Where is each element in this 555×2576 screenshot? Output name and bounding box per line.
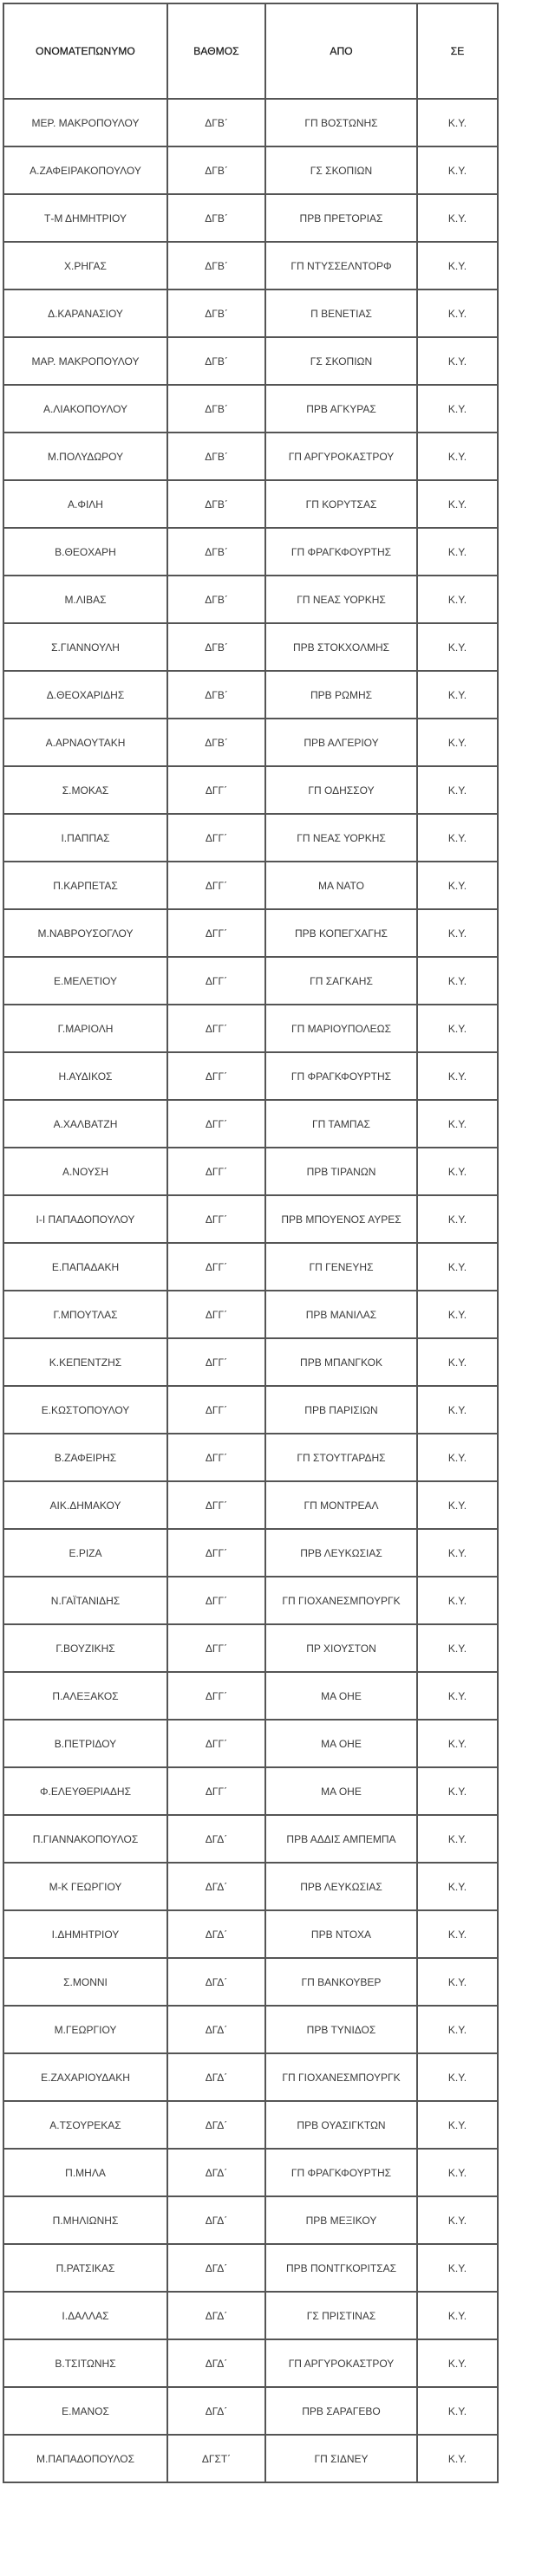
cell-grade: ΔΓΓ΄ [167,1386,265,1434]
cell-from: ΠΡΒ ΣΑΡΑΓΕΒΟ [265,2387,417,2435]
cell-grade: ΔΓΓ΄ [167,1052,265,1100]
table-row [3,1910,498,1958]
cell-name: Γ.ΒΟΥΖΙΚΗΣ [3,1624,167,1672]
cell-from: ΜΑ ΟΗΕ [265,1672,417,1720]
cell-name: Σ.ΜΟΚΑΣ [3,766,167,814]
cell-name: Α.ΦΙΛΗ [3,480,167,528]
cell-grade: ΔΓΓ΄ [167,862,265,909]
cell-grade: ΔΓΓ΄ [167,1338,265,1386]
cell-to: Κ.Υ. [417,2435,498,2482]
cell-grade: ΔΓΒ΄ [167,337,265,385]
table-row [3,99,498,146]
cell-to: Κ.Υ. [417,2387,498,2435]
table-row [3,1481,498,1529]
cell-grade: ΔΓΓ΄ [167,1624,265,1672]
cell-from: ΠΡΒ ΑΔΔΙΣ ΑΜΠΕΜΠΑ [265,1815,417,1863]
cell-name: Β.ΖΑΦΕΙΡΗΣ [3,1434,167,1481]
cell-to: Κ.Υ. [417,1481,498,1529]
cell-name: Φ.ΕΛΕΥΘΕΡΙΑΔΗΣ [3,1767,167,1815]
cell-to: Κ.Υ. [417,2244,498,2292]
table-row [3,1100,498,1148]
cell-grade: ΔΓΒ΄ [167,194,265,242]
cell-name: ΜΕΡ. ΜΑΚΡΟΠΟΥΛΟΥ [3,99,167,146]
cell-to: Κ.Υ. [417,146,498,194]
cell-name: Β.ΘΕΟΧΑΡΗ [3,528,167,576]
header-row [3,3,498,99]
cell-from: ΓΠ ΣΑΓΚΑΗΣ [265,957,417,1005]
cell-name: Ν.ΓΑΪΤΑΝΙΔΗΣ [3,1577,167,1624]
cell-grade: ΔΓΔ΄ [167,1910,265,1958]
cell-grade: ΔΓΣΤ΄ [167,2435,265,2482]
table-body [3,99,498,2482]
cell-name: Ι.ΠΑΠΠΑΣ [3,814,167,862]
cell-name: Χ.ΡΗΓΑΣ [3,242,167,289]
cell-from: ΠΡΒ ΜΠΟΥΕΝΟΣ ΑΥΡΕΣ [265,1195,417,1243]
table-row [3,2339,498,2387]
cell-from: ΜΑ ΟΗΕ [265,1767,417,1815]
cell-grade: ΔΓΔ΄ [167,1958,265,2006]
cell-to: Κ.Υ. [417,1672,498,1720]
cell-to: Κ.Υ. [417,814,498,862]
cell-name: Ε.ΜΑΝΟΣ [3,2387,167,2435]
cell-grade: ΔΓΓ΄ [167,1100,265,1148]
cell-name: Α.ΑΡΝΑΟΥΤΑΚΗ [3,719,167,766]
cell-grade: ΔΓΓ΄ [167,1195,265,1243]
cell-grade: ΔΓΓ΄ [167,1434,265,1481]
table-row [3,528,498,576]
table-row [3,1672,498,1720]
cell-grade: ΔΓΒ΄ [167,528,265,576]
cell-from: ΠΡΒ ΣΤΟΚΧΟΛΜΗΣ [265,623,417,671]
cell-to: Κ.Υ. [417,1291,498,1338]
cell-to: Κ.Υ. [417,1243,498,1291]
table-header [3,3,498,99]
table-row [3,1148,498,1195]
table-row [3,1863,498,1910]
cell-from: ΓΠ ΦΡΑΓΚΦΟΥΡΤΗΣ [265,1052,417,1100]
table-row [3,2006,498,2053]
cell-grade: ΔΓΔ΄ [167,2149,265,2196]
cell-from: ΠΡΒ ΟΥΑΣΙΓΚΤΩΝ [265,2101,417,2149]
cell-to: Κ.Υ. [417,671,498,719]
cell-to: Κ.Υ. [417,289,498,337]
cell-from: ΓΠ ΟΔΗΣΣΟΥ [265,766,417,814]
cell-from: Π ΒΕΝΕΤΙΑΣ [265,289,417,337]
cell-grade: ΔΓΓ΄ [167,1243,265,1291]
cell-grade: ΔΓΔ΄ [167,2292,265,2339]
cell-name: Β.ΠΕΤΡΙΔΟΥ [3,1720,167,1767]
table-row [3,1434,498,1481]
table-row [3,2387,498,2435]
cell-from: ΠΡΒ ΛΕΥΚΩΣΙΑΣ [265,1529,417,1577]
cell-from: ΠΡΒ ΜΑΝΙΛΑΣ [265,1291,417,1338]
cell-grade: ΔΓΔ΄ [167,1863,265,1910]
cell-to: Κ.Υ. [417,2053,498,2101]
table-row [3,1720,498,1767]
cell-from: ΠΡΒ ΤΙΡΑΝΩΝ [265,1148,417,1195]
cell-to: Κ.Υ. [417,480,498,528]
cell-to: Κ.Υ. [417,1052,498,1100]
cell-from: ΓΠ ΑΡΓΥΡΟΚΑΣΤΡΟΥ [265,433,417,480]
cell-to: Κ.Υ. [417,909,498,957]
cell-grade: ΔΓΔ΄ [167,2339,265,2387]
cell-to: Κ.Υ. [417,1910,498,1958]
cell-to: Κ.Υ. [417,623,498,671]
cell-name: Β.ΤΣΙΤΩΝΗΣ [3,2339,167,2387]
cell-from: ΠΡΒ ΠΟΝΤΓΚΟΡΙΤΣΑΣ [265,2244,417,2292]
table-row [3,146,498,194]
cell-name: Μ.ΛΙΒΑΣ [3,576,167,623]
cell-grade: ΔΓΓ΄ [167,766,265,814]
table-row [3,194,498,242]
cell-name: Π.ΜΗΛΑ [3,2149,167,2196]
cell-from: ΓΠ ΓΕΝΕΥΗΣ [265,1243,417,1291]
cell-to: Κ.Υ. [417,2149,498,2196]
cell-grade: ΔΓΔ΄ [167,2006,265,2053]
cell-name: Σ.ΜΟΝΝΙ [3,1958,167,2006]
cell-grade: ΔΓΒ΄ [167,99,265,146]
table-row [3,671,498,719]
cell-name: Γ.ΜΠΟΥΤΛΑΣ [3,1291,167,1338]
table-row [3,1195,498,1243]
table-row [3,433,498,480]
cell-grade: ΔΓΔ΄ [167,2387,265,2435]
cell-grade: ΔΓΒ΄ [167,146,265,194]
cell-to: Κ.Υ. [417,528,498,576]
cell-name: Ι.ΔΑΛΛΑΣ [3,2292,167,2339]
cell-to: Κ.Υ. [417,1624,498,1672]
cell-to: Κ.Υ. [417,2339,498,2387]
cell-name: Α.ΝΟΥΣΗ [3,1148,167,1195]
cell-grade: ΔΓΓ΄ [167,957,265,1005]
table-row [3,1958,498,2006]
cell-from: ΓΠ ΝΕΑΣ ΥΟΡΚΗΣ [265,576,417,623]
table-row [3,2244,498,2292]
cell-name: Μ-Κ ΓΕΩΡΓΙΟΥ [3,1863,167,1910]
cell-from: ΓΠ ΦΡΑΓΚΦΟΥΡΤΗΣ [265,528,417,576]
cell-to: Κ.Υ. [417,2292,498,2339]
cell-to: Κ.Υ. [417,1195,498,1243]
cell-grade: ΔΓΒ΄ [167,671,265,719]
cell-from: ΠΡΒ ΑΛΓΕΡΙΟΥ [265,719,417,766]
cell-to: Κ.Υ. [417,337,498,385]
cell-name: Σ.ΓΙΑΝΝΟΥΛΗ [3,623,167,671]
cell-to: Κ.Υ. [417,1529,498,1577]
cell-name: Μ.ΓΕΩΡΓΙΟΥ [3,2006,167,2053]
cell-from: ΓΣ ΣΚΟΠΙΩΝ [265,337,417,385]
cell-grade: ΔΓΓ΄ [167,1481,265,1529]
cell-from: ΓΠ ΚΟΡΥΤΣΑΣ [265,480,417,528]
transfer-table [3,3,499,2483]
cell-from: ΓΠ ΜΟΝΤΡΕΑΛ [265,1481,417,1529]
cell-name: Α.ΖΑΦΕΙΡΑΚΟΠΟΥΛΟΥ [3,146,167,194]
cell-from: ΓΣ ΠΡΙΣΤΙΝΑΣ [265,2292,417,2339]
cell-grade: ΔΓΒ΄ [167,289,265,337]
table-row [3,814,498,862]
cell-grade: ΔΓΓ΄ [167,1672,265,1720]
cell-grade: ΔΓΔ΄ [167,2196,265,2244]
cell-name: Γ.ΜΑΡΙΟΛΗ [3,1005,167,1052]
cell-name: Ι.ΔΗΜΗΤΡΙΟΥ [3,1910,167,1958]
cell-grade: ΔΓΓ΄ [167,1291,265,1338]
cell-from: ΓΠ ΒΟΣΤΩΝΗΣ [265,99,417,146]
table-row [3,337,498,385]
cell-from: ΓΠ ΑΡΓΥΡΟΚΑΣΤΡΟΥ [265,2339,417,2387]
cell-to: Κ.Υ. [417,766,498,814]
cell-to: Κ.Υ. [417,1577,498,1624]
cell-name: Ε.ΜΕΛΕΤΙΟΥ [3,957,167,1005]
table-row [3,1243,498,1291]
cell-to: Κ.Υ. [417,1720,498,1767]
cell-to: Κ.Υ. [417,1386,498,1434]
table-row [3,1577,498,1624]
cell-grade: ΔΓΒ΄ [167,433,265,480]
transfer-table-container [3,3,499,2483]
cell-name: Ε.ΖΑΧΑΡΙΟΥΔΑΚΗ [3,2053,167,2101]
cell-name: ΜΑΡ. ΜΑΚΡΟΠΟΥΛΟΥ [3,337,167,385]
table-row [3,576,498,623]
cell-name: Π.ΑΛΕΞΑΚΟΣ [3,1672,167,1720]
cell-name: Π.ΚΑΡΠΕΤΑΣ [3,862,167,909]
cell-from: ΓΠ ΓΙΟΧΑΝΕΣΜΠΟΥΡΓΚ [265,2053,417,2101]
cell-name: Ε.ΠΑΠΑΔΑΚΗ [3,1243,167,1291]
cell-name: Π.ΡΑΤΣΙΚΑΣ [3,2244,167,2292]
cell-to: Κ.Υ. [417,1005,498,1052]
table-row [3,1767,498,1815]
cell-to: Κ.Υ. [417,862,498,909]
cell-name: Μ.ΠΟΛΥΔΩΡΟΥ [3,433,167,480]
table-row [3,1386,498,1434]
cell-grade: ΔΓΓ΄ [167,814,265,862]
table-row [3,1291,498,1338]
cell-to: Κ.Υ. [417,2006,498,2053]
cell-grade: ΔΓΒ΄ [167,385,265,433]
cell-from: ΓΠ ΣΙΔΝΕΥ [265,2435,417,2482]
cell-from: ΠΡΒ ΛΕΥΚΩΣΙΑΣ [265,1863,417,1910]
cell-grade: ΔΓΓ΄ [167,1529,265,1577]
table-row [3,2053,498,2101]
cell-from: ΓΠ ΒΑΝΚΟΥΒΕΡ [265,1958,417,2006]
cell-name: Μ.ΝΑΒΡΟΥΣΟΓΛΟΥ [3,909,167,957]
cell-to: Κ.Υ. [417,99,498,146]
cell-name: Π.ΓΙΑΝΝΑΚΟΠΟΥΛΟΣ [3,1815,167,1863]
cell-from: ΓΠ ΝΕΑΣ ΥΟΡΚΗΣ [265,814,417,862]
cell-to: Κ.Υ. [417,576,498,623]
table-row [3,1052,498,1100]
cell-from: ΓΠ ΦΡΑΓΚΦΟΥΡΤΗΣ [265,2149,417,2196]
cell-from: ΠΡΒ ΜΕΞΙΚΟΥ [265,2196,417,2244]
cell-to: Κ.Υ. [417,1863,498,1910]
cell-to: Κ.Υ. [417,957,498,1005]
table-row [3,2101,498,2149]
cell-from: ΠΡΒ ΚΟΠΕΓΧΑΓΗΣ [265,909,417,957]
cell-from: ΓΠ ΜΑΡΙΟΥΠΟΛΕΩΣ [265,1005,417,1052]
cell-grade: ΔΓΓ΄ [167,1005,265,1052]
cell-to: Κ.Υ. [417,1958,498,2006]
cell-to: Κ.Υ. [417,1100,498,1148]
cell-to: Κ.Υ. [417,433,498,480]
cell-grade: ΔΓΔ΄ [167,2101,265,2149]
table-row [3,2196,498,2244]
cell-name: Ε.ΡΙΖΑ [3,1529,167,1577]
cell-from: ΠΡΒ ΝΤΟΧΑ [265,1910,417,1958]
table-row [3,2292,498,2339]
table-row [3,909,498,957]
cell-grade: ΔΓΒ΄ [167,576,265,623]
cell-name: Μ.ΠΑΠΑΔΟΠΟΥΛΟΣ [3,2435,167,2482]
cell-name: Δ.ΘΕΟΧΑΡΙΔΗΣ [3,671,167,719]
cell-grade: ΔΓΓ΄ [167,1767,265,1815]
table-row [3,289,498,337]
table-row [3,1815,498,1863]
cell-name: Ε.ΚΩΣΤΟΠΟΥΛΟΥ [3,1386,167,1434]
cell-from: ΠΡΒ ΡΩΜΗΣ [265,671,417,719]
cell-to: Κ.Υ. [417,242,498,289]
cell-from: ΜΑ ΟΗΕ [265,1720,417,1767]
cell-grade: ΔΓΓ΄ [167,1148,265,1195]
cell-name: Π.ΜΗΛΙΩΝΗΣ [3,2196,167,2244]
cell-from: ΜΑ ΝΑΤΟ [265,862,417,909]
cell-to: Κ.Υ. [417,1434,498,1481]
cell-name: Α.ΧΑΛΒΑΤΖΗ [3,1100,167,1148]
cell-to: Κ.Υ. [417,719,498,766]
table-row [3,2435,498,2482]
table-row [3,719,498,766]
cell-to: Κ.Υ. [417,194,498,242]
cell-from: ΓΠ ΓΙΟΧΑΝΕΣΜΠΟΥΡΓΚ [265,1577,417,1624]
cell-name: Ι-Ι ΠΑΠΑΔΟΠΟΥΛΟΥ [3,1195,167,1243]
header-to: ΣΕ [417,3,498,99]
table-row [3,623,498,671]
cell-from: ΠΡΒ ΜΠΑΝΓΚΟΚ [265,1338,417,1386]
header-grade: ΒΑΘΜΟΣ [167,3,265,99]
cell-to: Κ.Υ. [417,1815,498,1863]
cell-to: Κ.Υ. [417,2101,498,2149]
cell-to: Κ.Υ. [417,385,498,433]
table-row [3,242,498,289]
cell-from: ΠΡΒ ΠΡΕΤΟΡΙΑΣ [265,194,417,242]
cell-grade: ΔΓΔ΄ [167,2244,265,2292]
cell-from: ΠΡΒ ΤΥΝΙΔΟΣ [265,2006,417,2053]
table-row [3,2149,498,2196]
cell-from: ΠΡΒ ΠΑΡΙΣΙΩΝ [265,1386,417,1434]
cell-from: ΓΣ ΣΚΟΠΙΩΝ [265,146,417,194]
cell-grade: ΔΓΒ΄ [167,480,265,528]
header-from: ΑΠΟ [265,3,417,99]
cell-grade: ΔΓΔ΄ [167,2053,265,2101]
cell-grade: ΔΓΒ΄ [167,242,265,289]
cell-name: Η.ΑΥΔΙΚΟΣ [3,1052,167,1100]
cell-name: Κ.ΚΕΠΕΝΤΖΗΣ [3,1338,167,1386]
table-row [3,480,498,528]
cell-to: Κ.Υ. [417,2196,498,2244]
cell-name: Δ.ΚΑΡΑΝΑΣΙΟΥ [3,289,167,337]
cell-to: Κ.Υ. [417,1148,498,1195]
cell-grade: ΔΓΓ΄ [167,1720,265,1767]
cell-from: ΓΠ ΣΤΟΥΤΓΑΡΔΗΣ [265,1434,417,1481]
cell-from: ΠΡ ΧΙΟΥΣΤΟΝ [265,1624,417,1672]
cell-name: Τ-Μ ΔΗΜΗΤΡΙΟΥ [3,194,167,242]
table-row [3,1338,498,1386]
cell-to: Κ.Υ. [417,1767,498,1815]
table-row [3,766,498,814]
cell-name: Α.ΤΣΟΥΡΕΚΑΣ [3,2101,167,2149]
table-row [3,1624,498,1672]
cell-grade: ΔΓΔ΄ [167,1815,265,1863]
cell-name: Α.ΛΙΑΚΟΠΟΥΛΟΥ [3,385,167,433]
cell-from: ΓΠ ΤΑΜΠΑΣ [265,1100,417,1148]
cell-from: ΠΡΒ ΑΓΚΥΡΑΣ [265,385,417,433]
table-row [3,862,498,909]
cell-grade: ΔΓΒ΄ [167,623,265,671]
cell-to: Κ.Υ. [417,1338,498,1386]
cell-grade: ΔΓΓ΄ [167,909,265,957]
cell-grade: ΔΓΒ΄ [167,719,265,766]
header-name: ΟΝΟΜΑΤΕΠΩΝΥΜΟ [3,3,167,99]
cell-from: ΓΠ ΝΤΥΣΣΕΛΝΤΟΡΦ [265,242,417,289]
table-row [3,1529,498,1577]
table-row [3,385,498,433]
cell-grade: ΔΓΓ΄ [167,1577,265,1624]
cell-name: ΑΙΚ.ΔΗΜΑΚΟΥ [3,1481,167,1529]
table-row [3,1005,498,1052]
table-row [3,957,498,1005]
